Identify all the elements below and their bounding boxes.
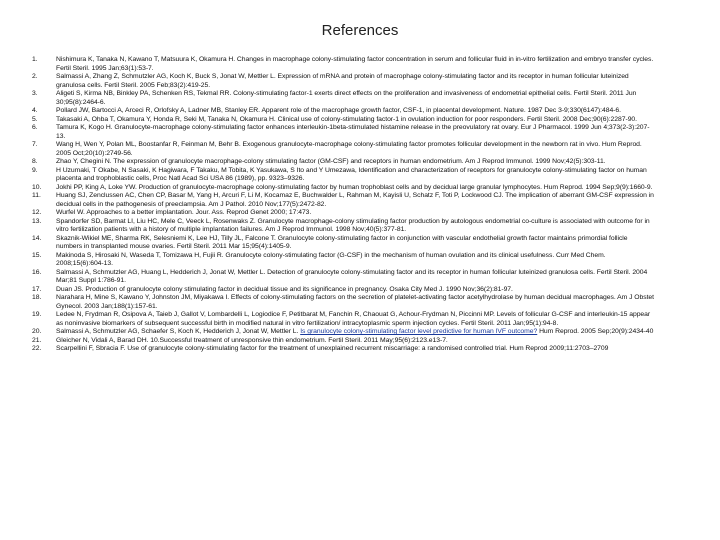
reference-item	[0, 73, 720, 90]
reference-item	[0, 56, 720, 73]
reference-citation: Narahara H, Mine S, Kawano Y, Johnston JM, Miyakawa I. Effects of colony-stimulating factors on the secretion of platelet-activating factor acetylhydrolase by human decidual macrophages. Am J Obstet Gynecol. 2003 Jan;188(1):157-61.	[56, 294, 654, 310]
reference-item	[0, 294, 720, 311]
reference-item	[0, 345, 720, 354]
reference-item	[0, 184, 720, 193]
reference-number: 12.	[32, 209, 42, 216]
reference-citation: Skaznik-Wikiel ME, Sharma RK, Selesniemi K, Lee HJ, Tilly JL, Falcone T. Granulocyte colony-stimulating factor in conjunction with vascular endothelial growth factor maintains primordial follicle numbers in transplanted mouse ovaries. Fertil Steril. 2011 Mar 15;95(4):1405-9.	[56, 234, 628, 250]
reference-number: 10.	[32, 183, 42, 191]
reference-citation: Salmassi A, Schmutzler AG, Schaefer S, Koch K, Hedderich J, Jonat W, Mettler L.	[56, 328, 301, 335]
reference-text	[56, 345, 654, 354]
reference-number: 22.	[32, 345, 42, 352]
reference-number: 17.	[32, 285, 42, 293]
reference-citation: Wurfel W. Approaches to a better implantation. Jour. Ass. Reprod Genet 2000; 17:473.	[56, 209, 312, 216]
reference-citation: Takasaki A, Ohba T, Okamura Y, Honda R, Seki M, Tanaka N, Okamura H. Clinical use of colony-stimulating factor-1 in ovulation induction for poor responders. Fertil Steril. 2008 Dec;90(6):2287-90.	[56, 115, 637, 123]
reference-text	[56, 192, 654, 209]
reference-number: 15.	[32, 251, 42, 259]
reference-text	[56, 311, 654, 328]
reference-text	[56, 116, 654, 125]
reference-item	[0, 116, 720, 125]
reference-number: 19.	[32, 311, 42, 318]
reference-item	[0, 286, 720, 295]
reference-item	[0, 107, 720, 116]
reference-text	[56, 90, 654, 107]
reference-citation-tail: Hum Reprod. 2005 Sep;20(9):2434-40	[537, 328, 654, 335]
reference-number: 5.	[32, 115, 38, 123]
reference-item	[0, 252, 720, 269]
reference-number: 21.	[32, 336, 42, 344]
reference-item	[0, 337, 720, 346]
reference-citation: Makinoda S, Hirosaki N, Waseda T, Tomizawa H, Fujii R. Granulocyte colony-stimulating factor (G-CSF) in the mechanism of human ovulation and its clinical usefulness. Curr Med Chem. 2008;15(6):604-13.	[56, 251, 606, 267]
reference-item	[0, 90, 720, 107]
reference-citation: Ledee N, Frydman R, Osipova A, Taieb J, Gallot V, Lombardelli L, Logiodice F, Petitbarat M, Fanchin R, Chaouat G, Achour-Frydman N, Piccinni MP. Levels of follicular G-CSF and interleukin-15 appear as noninvasive biomarkers of subsequent successful birth in modified natural in vitro fertilization/ intracytoplasmic sperm injection cycles. Fertil Steril. 2011 Jan;95(1):94-8.	[56, 311, 651, 327]
reference-text	[56, 328, 654, 337]
reference-item	[0, 167, 720, 184]
reference-number: 4.	[32, 107, 38, 114]
reference-citation: Zhao Y, Chegini N. The expression of granulocyte macrophage-colony stimulating factor (GM-CSF) and receptors in human endometrium. Am J Reprod Immunol. 1999 Nov;42(5):303-11.	[56, 158, 606, 165]
reference-item	[0, 328, 720, 337]
reference-number: 6.	[32, 124, 38, 131]
reference-citation: Nishimura K, Tanaka N, Kawano T, Matsuura K, Okamura H. Changes in macrophage colony-stimulating factor concentration in serum and follicular fluid in in-vitro fertilization and embryo transfer cycles. Fertil Steril. 1995 Jan;63(1):53-7.	[56, 56, 654, 72]
reference-item	[0, 269, 720, 286]
reference-text	[56, 252, 654, 269]
reference-citation: Gleicher N, Vidali A, Barad DH. 10.Successful treatment of unresponsive thin endometrium. Fertil Steril. 2011 May;95(6):2123.e13-7.	[56, 336, 448, 344]
reference-text	[56, 218, 654, 235]
reference-text	[56, 235, 654, 252]
reference-number: 9.	[32, 166, 38, 174]
reference-citation: Scarpellini F, Sbracia F. Use of granulocyte colony-stimulating factor for the treatment of unexplained recurrent miscarriage: a randomised controlled trial. Hum Reprod 2009;11:2703–2709	[56, 345, 609, 352]
reference-citation: Salmassi A, Schmutzler AG, Huang L, Hedderich J, Jonat W, Mettler L. Detection of granulocyte colony-stimulating factor and its receptor in human follicular luteinized granulosa cells. Fertil Steril. 2004 Mar;81 Suppl 1:786-91.	[56, 268, 648, 284]
reference-text	[56, 141, 654, 158]
reference-text	[56, 73, 654, 90]
reference-text	[56, 294, 654, 311]
reference-citation: Spandorfer SD, Barmat LI, Liu HC, Mele C, Veeck L, Rosenwaks Z. Granulocyte macrophage-colony stimulating factor production by autologous endometrial co-culture is associated with outcome for in vitro fertilization patients with a history of multiple implantation failures. Am J Reprod Immunol. 1998 Nov;40(5):377-81.	[56, 217, 650, 233]
reference-number: 16.	[32, 268, 42, 276]
reference-item	[0, 209, 720, 218]
reference-text	[56, 209, 654, 218]
reference-text	[56, 124, 654, 141]
reference-citation: H Uzumaki, T Okabe, N Sasaki, K Hagiwara, F Takaku, M Tobita, K Yasukawa, S Ito and Y Umezawa, Identification and characterization of receptors for granulocyte colony-stimulating factor on human placenta and trophoblastic cells, Proc Natl Acad Sci USA 86 (1989), pp. 9323–9326.	[56, 166, 647, 182]
reference-citation: Huang SJ, Zenclussen AC, Chen CP, Basar M, Yang H, Arcuri F, Li M, Kocamaz E, Buchwalder L, Rahman M, Kayisli U, Schatz F, Toti P, Lockwood CJ. The implication of aberrant GM-CSF expression in decidual cells in the pathogenesis of preeclampsia. Am J Pathol. 2010 Nov;177(5):2472-82.	[56, 192, 654, 208]
reference-number: 8.	[32, 158, 38, 165]
reference-text	[56, 337, 654, 346]
reference-citation: Jokhi PP, King A, Loke YW. Production of granulocyte-macrophage colony-stimulating factor by human trophoblast cells and by decidual large granular lymphocytes. Hum Reprod. 1994 Sep;9(9):1660-9.	[56, 183, 653, 191]
reference-number: 1.	[32, 56, 38, 63]
reference-number: 13.	[32, 217, 42, 225]
reference-text	[56, 107, 654, 116]
reference-item	[0, 124, 720, 141]
reference-article-link[interactable]: Is granulocyte colony-stimulating factor level predictive for human IVF outcome?	[300, 328, 538, 335]
reference-number: 11.	[32, 192, 41, 199]
reference-item	[0, 192, 720, 209]
reference-text	[56, 269, 654, 286]
reference-number: 7.	[32, 141, 38, 148]
reference-text	[56, 184, 654, 193]
reference-text	[56, 158, 654, 167]
reference-number: 2.	[32, 73, 38, 80]
reference-text	[56, 286, 654, 295]
reference-item	[0, 158, 720, 167]
reference-item	[0, 141, 720, 158]
reference-number: 18.	[32, 294, 42, 301]
reference-text	[56, 56, 654, 73]
reference-citation: Pollard JW, Bartocci A, Arceci R, Orlofsky A, Ladner MB, Stanley ER. Apparent role of the macrophage growth factor, CSF-1, in placental development. Nature. 1987 Dec 3-9;330(6147):484-6.	[56, 107, 621, 114]
reference-number: 14.	[32, 234, 42, 242]
reference-citation: Salmassi A, Zhang Z, Schmutzler AG, Koch K, Buck S, Jonat W, Mettler L. Expression of mRNA and protein of macrophage colony-stimulating factor and its receptor in human follicular luteinized granulosa cells. Fertil Steril. 2005 Feb;83(2):419-25.	[56, 73, 629, 89]
reference-item	[0, 218, 720, 235]
page-title: References	[321, 22, 399, 39]
reference-number: 20.	[32, 328, 42, 335]
reference-list	[0, 56, 720, 354]
reference-citation: Wang H, Wen Y, Polan ML, Boostanfar R, Feinman M, Behr B. Exogenous granulocyte-macrophage colony-stimulating factor promotes follicular development in the newborn rat in vivo. Hum Reprod. 2005 Oct;20(10):2749-56.	[56, 141, 642, 157]
reference-citation: Duan JS. Production of granulocyte colony stimulating factor in decidual tissue and its significance in pregnancy. Osaka City Med J. 1990 Nov;36(2):81-97.	[56, 285, 513, 293]
reference-citation: Tamura K, Kogo H. Granulocyte-macrophage colony-stimulating factor enhances interleukin-1beta-stimulated histamine release in the preovulatory rat ovary. Eur J Pharmacol. 1999 Jun 4;373(2-3):207-13.	[56, 124, 650, 140]
reference-item	[0, 311, 720, 328]
reference-text	[56, 167, 654, 184]
reference-citation: Aligeti S, Kirma NB, Binkley PA, Schenken RS, Tekmal RR. Colony-stimulating factor-1 exerts direct effects on the proliferation and invasiveness of endometrial epithelial cells. Fertil Steril. 2011 Jun 30;95(8):2464-6.	[56, 90, 637, 106]
reference-item	[0, 235, 720, 252]
reference-number: 3.	[32, 90, 38, 97]
